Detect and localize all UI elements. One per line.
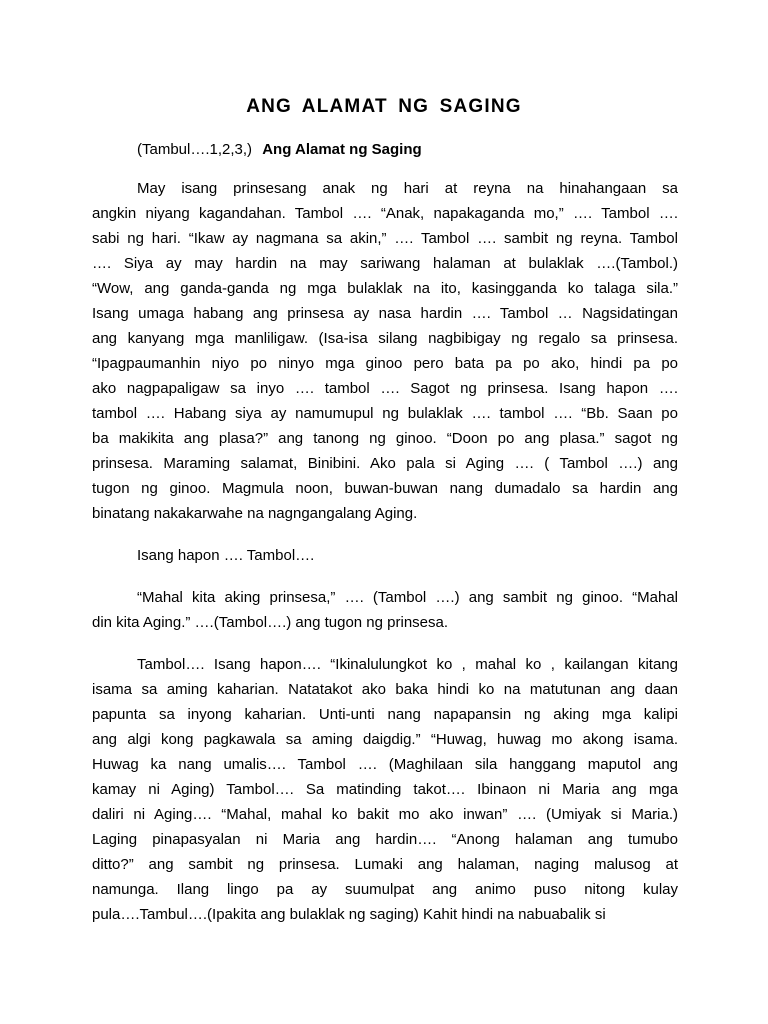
paragraph xyxy=(92,585,678,635)
text-line: kamay ni Aging) Tambol…. Sa matinding takot…. Ibinaon ni Maria ang mga xyxy=(92,781,678,798)
paragraph xyxy=(92,543,678,568)
text-line: “Ipagpaumanhin niyo po ninyo mga ginoo pero bata pa po ako, hindi pa po xyxy=(92,355,678,372)
text-line: Laging pinapasyalan ni Maria ang hardin…. “Anong halaman ang tumubo xyxy=(92,831,678,848)
text-line: isama sa aming kaharian. Natatakot ako baka hindi ko na matutunan ang daan xyxy=(92,681,678,698)
text-line: pula….Tambul….(Ipakita ang bulaklak ng saging) Kahit hindi na nabuabalik si xyxy=(92,906,606,923)
text-line: din kita Aging.” ….(Tambol….) ang tugon ng prinsesa. xyxy=(92,614,449,631)
text-line: “Wow, ang ganda-ganda ng mga bulaklak na ito, kasingganda ko talaga sila.” xyxy=(92,280,678,297)
text-line: ako nagpapaligaw sa inyo …. tambol …. Sagot ng prinsesa. Isang hapon …. xyxy=(92,380,678,397)
text-line: papunta sa inyong kaharian. Unti-unti nang napapansin ng aking mga kalipi xyxy=(92,706,678,723)
text-line: ditto?” ang sambit ng prinsesa. Lumaki ang halaman, naging malusog at xyxy=(92,856,678,873)
text-line: ang kanyang mga manliligaw. (Isa-isa silang nagbibigay ng regalo sa prinsesa. xyxy=(92,330,678,347)
text-line: namunga. Ilang lingo pa ay suumulpat ang animo puso nitong kulay xyxy=(92,881,678,898)
text-line: Isang umaga habang ang prinsesa ay nasa hardin …. Tambol … Nagsidatingan xyxy=(92,305,678,322)
subtitle-bold: Ang Alamat ng Saging xyxy=(262,141,422,158)
document-body xyxy=(92,176,678,927)
text-line: prinsesa. Maraming salamat, Binibini. Ako pala si Aging …. ( Tambol ….) ang xyxy=(92,455,678,472)
document-title: ANG ALAMAT NG SAGING xyxy=(246,96,522,117)
text-line: “Mahal kita aking prinsesa,” …. (Tambol ….) ang sambit ng ginoo. “Mahal xyxy=(137,589,678,606)
paragraph xyxy=(92,652,678,927)
text-line: Isang hapon …. Tambol…. xyxy=(137,547,315,564)
document-subtitle xyxy=(137,141,422,158)
text-line: tambol …. Habang siya ay namumupul ng bulaklak …. tambol …. “Bb. Saan po xyxy=(92,405,678,422)
text-line: ba makikita ang plasa?” ang tanong ng ginoo. “Doon po ang plasa.” sagot ng xyxy=(92,430,678,447)
text-line: Tambol…. Isang hapon…. “Ikinalulungkot ko , mahal ko , kailangan kitang xyxy=(137,656,678,673)
text-line: angkin niyang kagandahan. Tambol …. “Anak, napakaganda mo,” …. Tambol …. xyxy=(92,205,678,222)
text-line: daliri ni Aging…. “Mahal, mahal ko bakit mo ako inwan” …. (Umiyak si Maria.) xyxy=(92,806,678,823)
text-line: sabi ng hari. “Ikaw ay nagmana sa akin,” …. Tambol …. sambit ng reyna. Tambol xyxy=(92,230,678,247)
paragraph xyxy=(92,176,678,526)
text-line: Huwag ka nang umalis…. Tambol …. (Maghilaan sila hanggang maputol ang xyxy=(92,756,678,773)
text-line: ang algi kong pagkawala sa aming daigdig.” “Huwag, huwag mo akong isama. xyxy=(92,731,678,748)
subtitle-prefix: (Tambul….1,2,3,) xyxy=(137,141,253,158)
text-line: …. Siya ay may hardin na may sariwang halaman at bulaklak ….(Tambol.) xyxy=(92,255,678,272)
text-line: May isang prinsesang anak ng hari at reyna na hinahangaan sa xyxy=(137,180,678,197)
text-line: binatang nakakarwahe na nagngangalang Aging. xyxy=(92,505,418,522)
text-line: tugon ng ginoo. Magmula noon, buwan-buwan nang dumadalo sa hardin ang xyxy=(92,480,678,497)
